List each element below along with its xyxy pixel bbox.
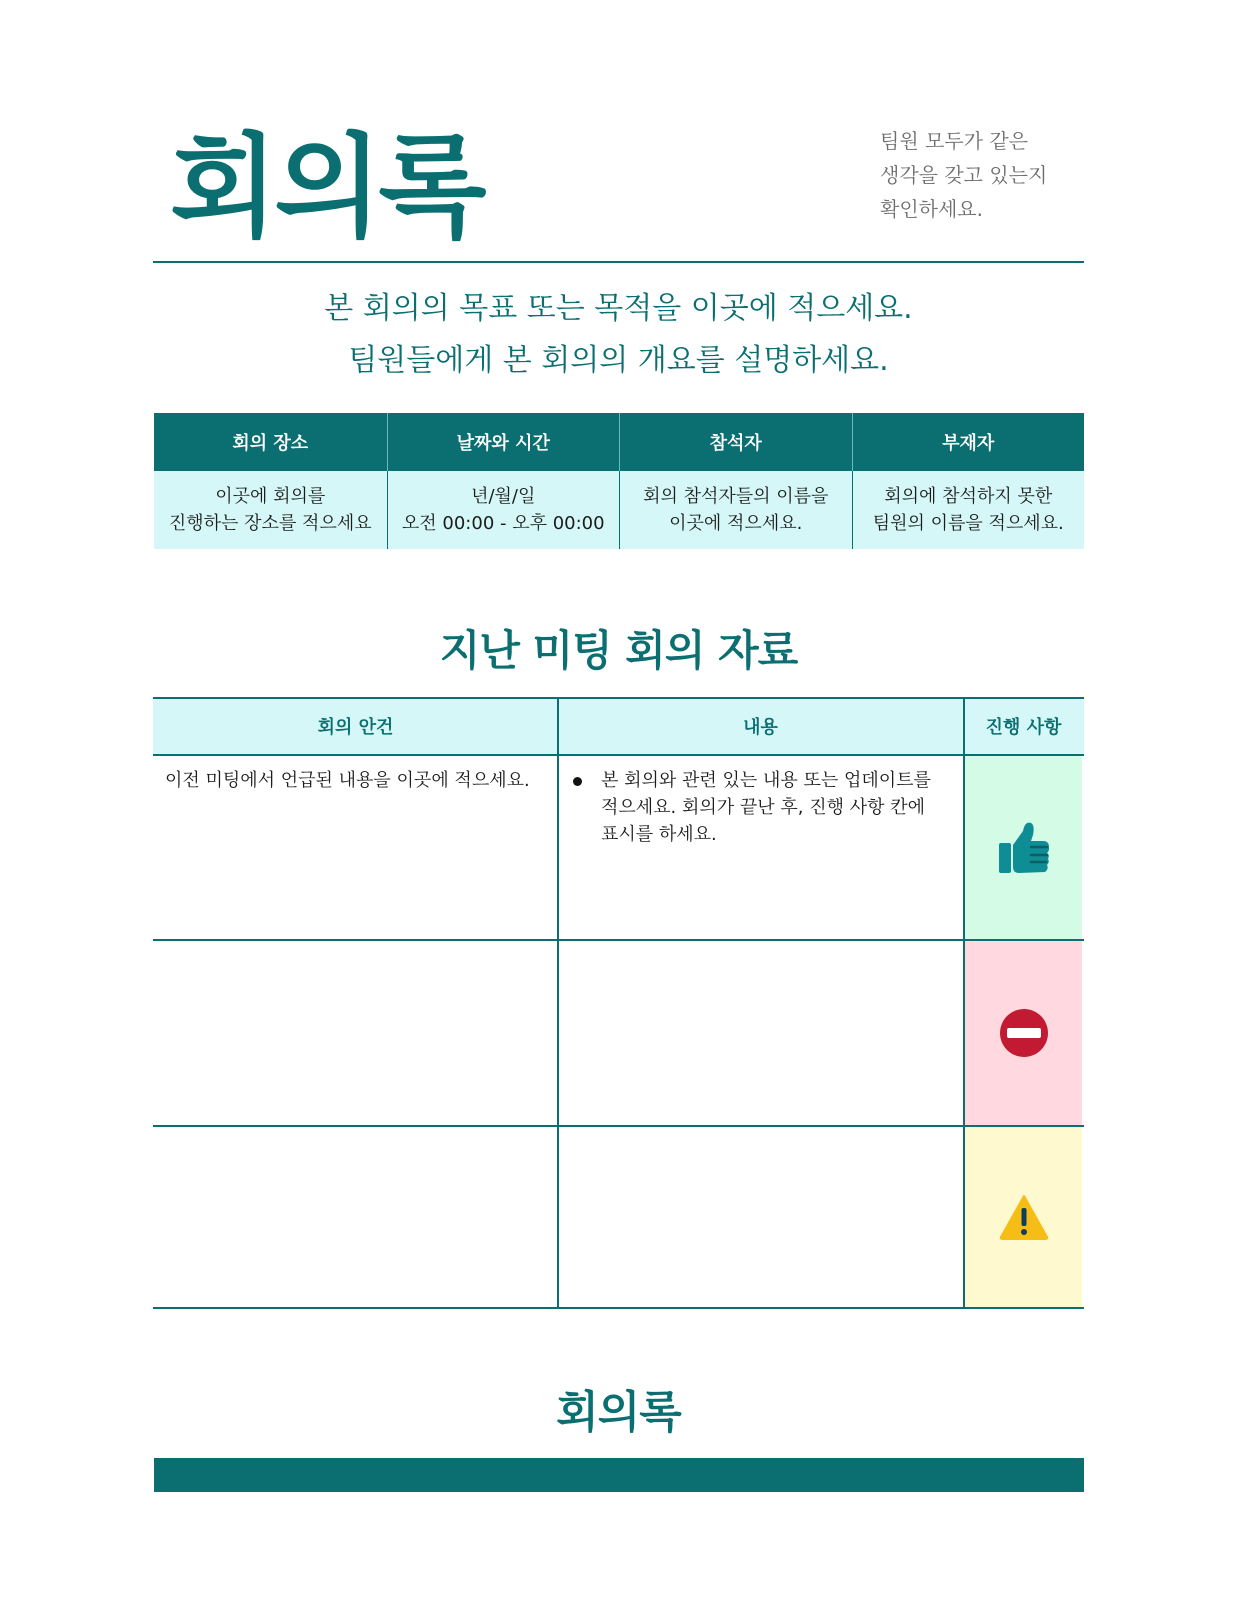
table-border [153,697,1084,699]
footer-title: 회의록 [556,1387,681,1438]
cell-line: 오전 00:00 - 오후 00:00 [401,513,605,534]
page-title: 회의록 [170,123,483,253]
cell-line: 회의에 참석하지 못한 [884,486,1053,507]
cell-line: 년/월/일 [471,486,536,507]
agenda-item-text[interactable]: 이전 미팅에서 언급된 내용을 이곳에 적으세요. [165,770,530,791]
cell-line: 진행하는 장소를 적으세요 [168,513,372,534]
col-content: 내용 [743,717,778,738]
table-border [963,697,965,1309]
datetime-cell[interactable] [387,471,620,549]
warning-icon [999,1194,1049,1240]
location-cell[interactable] [154,471,387,549]
section-title: 지난 미팅 회의 자료 [439,626,798,675]
meeting-purpose [153,283,1084,387]
attendees-cell[interactable] [619,471,852,549]
footer-bar [154,1458,1084,1492]
purpose-line: 본 회의의 목표 또는 목적을 이곳에 적으세요. [324,291,913,326]
status-cell-blocked[interactable] [965,941,1082,1125]
tagline-line: 생각을 갖고 있는지 [880,163,1048,187]
cell-line: 이곳에 회의를 [215,486,326,507]
content-line: 적으세요. 회의가 끝난 후, 진행 사항 칸에 [601,797,925,818]
tagline-line: 팀원 모두가 같은 [880,129,1028,153]
absentees-cell[interactable] [852,471,1085,549]
thumbs-up-icon [997,817,1051,877]
tagline [880,124,1080,226]
agenda-cell-empty[interactable] [153,941,557,1125]
header-attendees: 참석자 [619,413,852,471]
content-cell-empty[interactable] [559,1127,963,1307]
header-datetime: 날짜와 시간 [387,413,620,471]
content-line: 표시를 하세요. [601,824,717,845]
agenda-table [153,697,1084,1309]
purpose-line: 팀원들에게 본 회의의 개요를 설명하세요. [348,343,889,378]
table-border [153,1307,1084,1309]
header-divider [153,261,1084,263]
agenda-cell-empty[interactable] [153,1127,557,1307]
content-line: 본 회의와 관련 있는 내용 또는 업데이트를 [601,770,931,791]
do-not-enter-icon [999,1008,1049,1058]
status-cell-warning[interactable] [965,1127,1082,1307]
header-absentees: 부재자 [852,413,1085,471]
tagline-line: 확인하세요. [880,197,983,221]
table-border [153,754,1084,756]
content-list[interactable] [571,767,951,848]
cell-line: 팀원의 이름을 적으세요. [872,513,1064,534]
status-cell-done[interactable] [965,755,1082,939]
header-location: 회의 장소 [154,413,387,471]
list-item [571,767,951,848]
col-agenda: 회의 안건 [317,717,394,738]
cell-line: 이곳에 적으세요. [669,513,803,534]
col-status: 진행 사항 [985,717,1062,738]
content-cell-empty[interactable] [559,941,963,1125]
cell-line: 회의 참석자들의 이름을 [643,486,829,507]
meeting-info-table [154,413,1084,549]
